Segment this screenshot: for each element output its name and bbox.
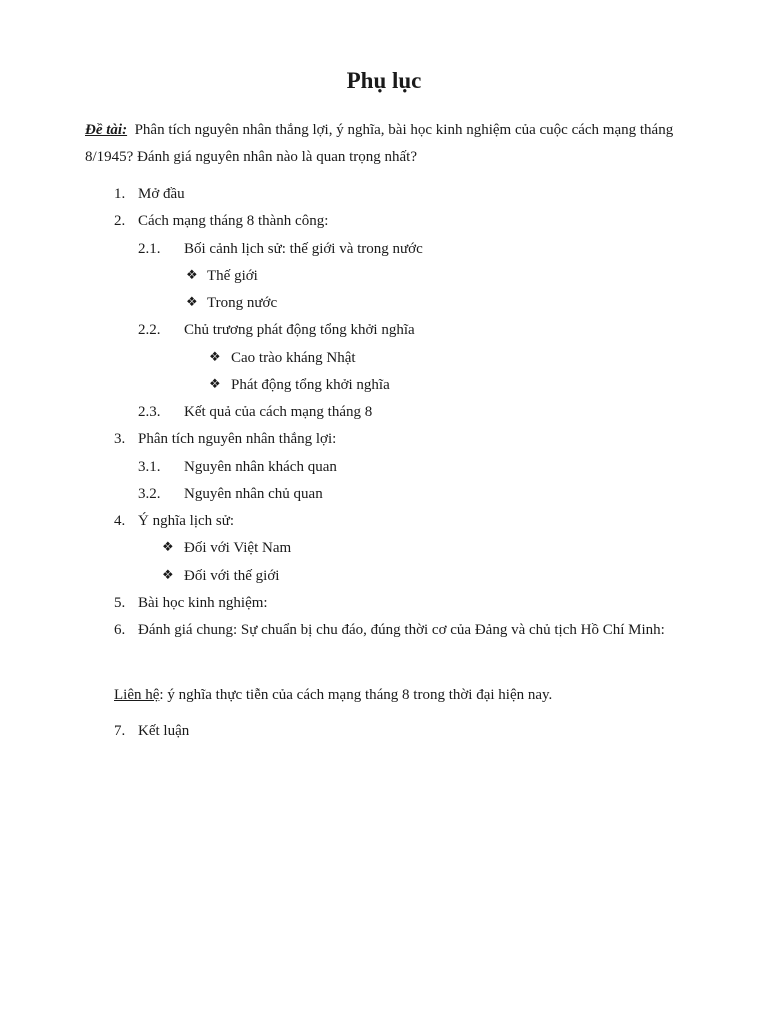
diamond-bullet-icon: ❖	[209, 377, 221, 392]
item-2-text: Cách mạng tháng 8 thành công:	[138, 213, 329, 229]
item-3-1-number: 3.1.	[138, 459, 161, 475]
item-2-2-bullet-1: Cao trào kháng Nhật	[231, 350, 356, 366]
diamond-bullet-icon: ❖	[209, 350, 221, 365]
item-2-number: 2.	[114, 213, 126, 229]
item-2-1-text: Bối cảnh lịch sử: thế giới và trong nước	[184, 241, 423, 257]
lien-he-text: : ý nghĩa thực tiễn của cách mạng tháng 8 trong thời đại hiện nay.	[159, 687, 553, 703]
item-2-2-text: Chủ trương phát động tổng khởi nghĩa	[184, 322, 415, 338]
item-2-3-number: 2.3.	[138, 404, 161, 420]
page-title: Phụ lục	[346, 68, 422, 93]
item-3-text: Phân tích nguyên nhân thắng lợi:	[138, 431, 337, 447]
diamond-bullet-icon: ❖	[186, 268, 198, 283]
item-6-number: 6.	[114, 622, 126, 638]
item-2-2-number: 2.2.	[138, 322, 161, 338]
item-3-number: 3.	[114, 431, 126, 447]
item-1-text: Mở đầu	[138, 186, 185, 202]
item-3-1-text: Nguyên nhân khách quan	[184, 459, 337, 475]
item-4-bullet-1: Đối với Việt Nam	[184, 540, 292, 556]
diamond-bullet-icon: ❖	[162, 540, 174, 555]
item-7-text: Kết luận	[138, 723, 190, 739]
item-7-number: 7.	[114, 723, 126, 739]
item-1-number: 1.	[114, 186, 126, 202]
diamond-bullet-icon: ❖	[162, 568, 174, 583]
topic-label: Đề tài:	[85, 122, 128, 138]
item-2-1-bullet-1: Thế giới	[207, 268, 258, 284]
item-6-text: Đánh giá chung: Sự chuẩn bị chu đáo, đúng thời cơ của Đảng và chủ tịch Hồ Chí Minh:	[138, 622, 665, 638]
item-3-2-number: 3.2.	[138, 486, 161, 502]
item-2-3-text: Kết quả của cách mạng tháng 8	[184, 404, 373, 420]
item-2-2-bullet-2: Phát động tổng khởi nghĩa	[231, 377, 390, 393]
topic-paragraph	[85, 117, 685, 171]
item-5-number: 5.	[114, 595, 126, 611]
item-4-text: Ý nghĩa lịch sử:	[138, 513, 235, 529]
lien-he-paragraph	[114, 682, 694, 709]
diamond-bullet-icon: ❖	[186, 295, 198, 310]
item-4-bullet-2: Đối với thế giới	[184, 568, 280, 584]
item-4-number: 4.	[114, 513, 126, 529]
topic-text: Phân tích nguyên nhân thắng lợi, ý nghĩa, bài học kinh nghiệm của cuộc cách mạng tháng 8/1945? Đánh giá nguyên nhân nào là quan trọng nhất?	[85, 122, 674, 165]
item-3-2-text: Nguyên nhân chủ quan	[184, 486, 323, 502]
item-2-1-bullet-2: Trong nước	[207, 295, 278, 311]
item-5-text: Bài học kinh nghiệm:	[138, 595, 268, 611]
item-2-1-number: 2.1.	[138, 241, 161, 257]
lien-he-label: Liên hệ	[114, 687, 160, 703]
